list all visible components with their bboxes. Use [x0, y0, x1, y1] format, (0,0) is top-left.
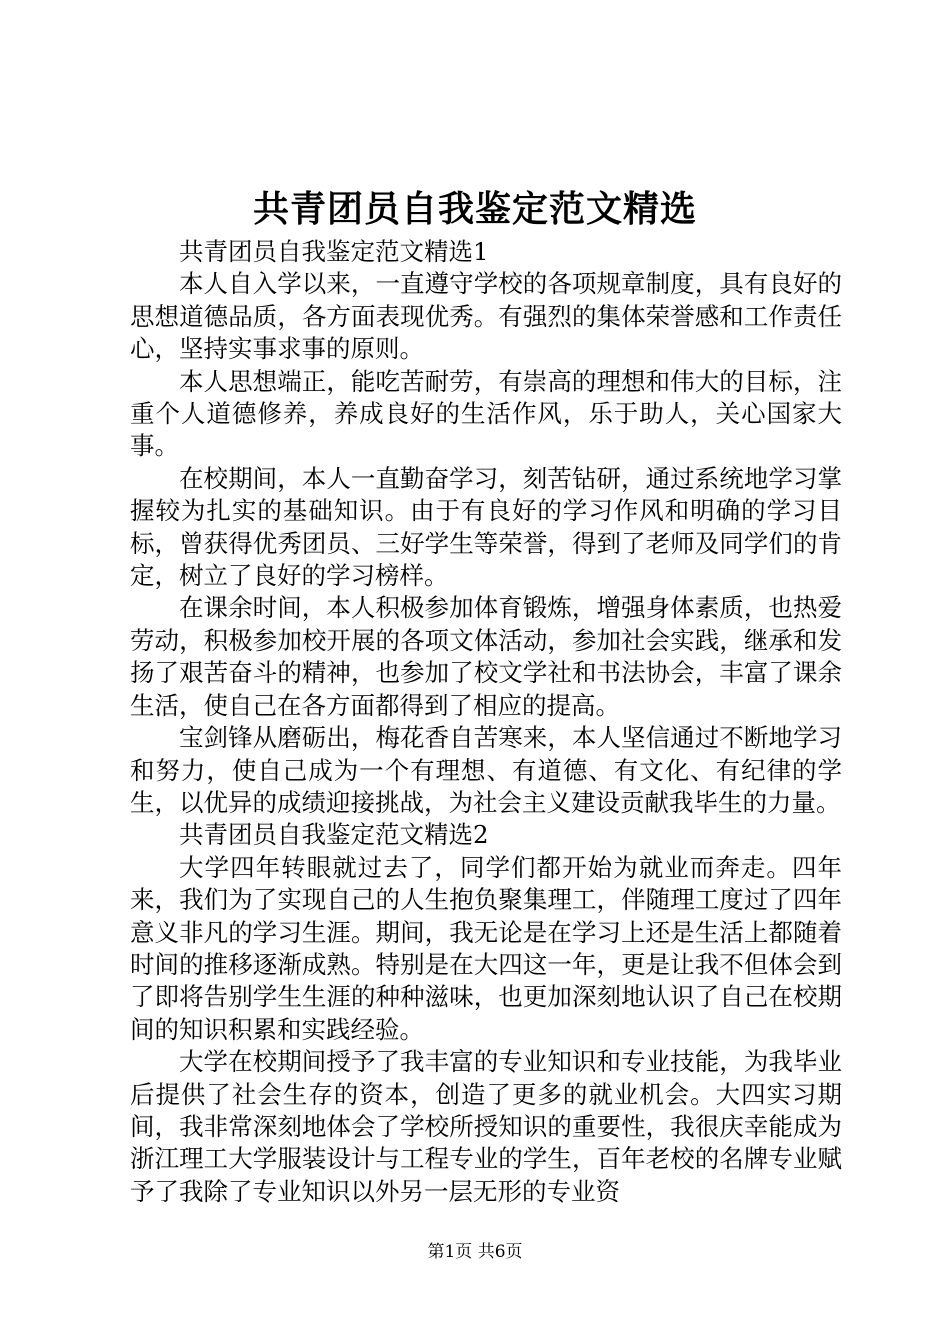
- paragraph: 在校期间，本人一直勤奋学习，刻苦钻研，通过系统地学习掌握较为扎实的基础知识。由于有良好的学习作风和明确的学习目标，曾获得优秀团员、三好学生等荣誉，得到了老师及同学们的肯定，树立了良好的学习榜样。: [130, 463, 842, 591]
- paragraph: 大学四年转眼就过去了，同学们都开始为就业而奔走。四年来，我们为了实现自己的人生抱负聚集理工，伴随理工度过了四年意义非凡的学习生涯。期间，我无论是在学习上还是生活上都随着时间的推移逐渐成熟。特别是在大四这一年，更是让我不但体会到了即将告别学生生涯的种种滋味，也更加深刻地认识了自己在校期间的知识积累和实践经验。: [130, 852, 842, 1044]
- page-footer: 第1页 共6页: [427, 1242, 523, 1262]
- paragraph: 本人思想端正，能吃苦耐劳，有崇高的理想和伟大的目标，注重个人道德修养，养成良好的生活作风，乐于助人，关心国家大事。: [130, 366, 842, 461]
- paragraph: 宝剑锋从磨砺出，梅花香自苦寒来，本人坚信通过不断地学习和努力，使自己成为一个有理想、有道德、有文化、有纪律的学生，以优异的成绩迎接挑战，为社会主义建设贡献我毕生的力量。: [130, 723, 842, 817]
- section-heading-1: 共青团员自我鉴定范文精选1: [179, 237, 489, 266]
- paragraph: 本人自入学以来，一直遵守学校的各项规章制度，具有良好的思想道德品质，各方面表现优秀。有强烈的集体荣誉感和工作责任心，坚持实事求事的原则。: [130, 269, 842, 364]
- document-title: 共青团员自我鉴定范文精选: [252, 188, 697, 230]
- paragraph: 大学在校期间授予了我丰富的专业知识和专业技能，为我毕业后提供了社会生存的资本，创造了更多的就业机会。大四实习期间，我非常深刻地体会了学校所授知识的重要性，我很庆幸能成为浙江理工大学服装设计与工程专业的学生，百年老校的名牌专业赋予了我除了专业知识以外另一层无形的专业资: [130, 1047, 842, 1206]
- section-heading-2: 共青团员自我鉴定范文精选2: [179, 820, 489, 850]
- document-body: [130, 236, 842, 1208]
- paragraph: 在课余时间，本人积极参加体育锻炼，增强身体素质，也热爱劳动，积极参加校开展的各项文体活动，参加社会实践，继承和发扬了艰苦奋斗的精神，也参加了校文学社和书法协会，丰富了课余生活，使自己在各方面都得到了相应的提高。: [130, 593, 842, 720]
